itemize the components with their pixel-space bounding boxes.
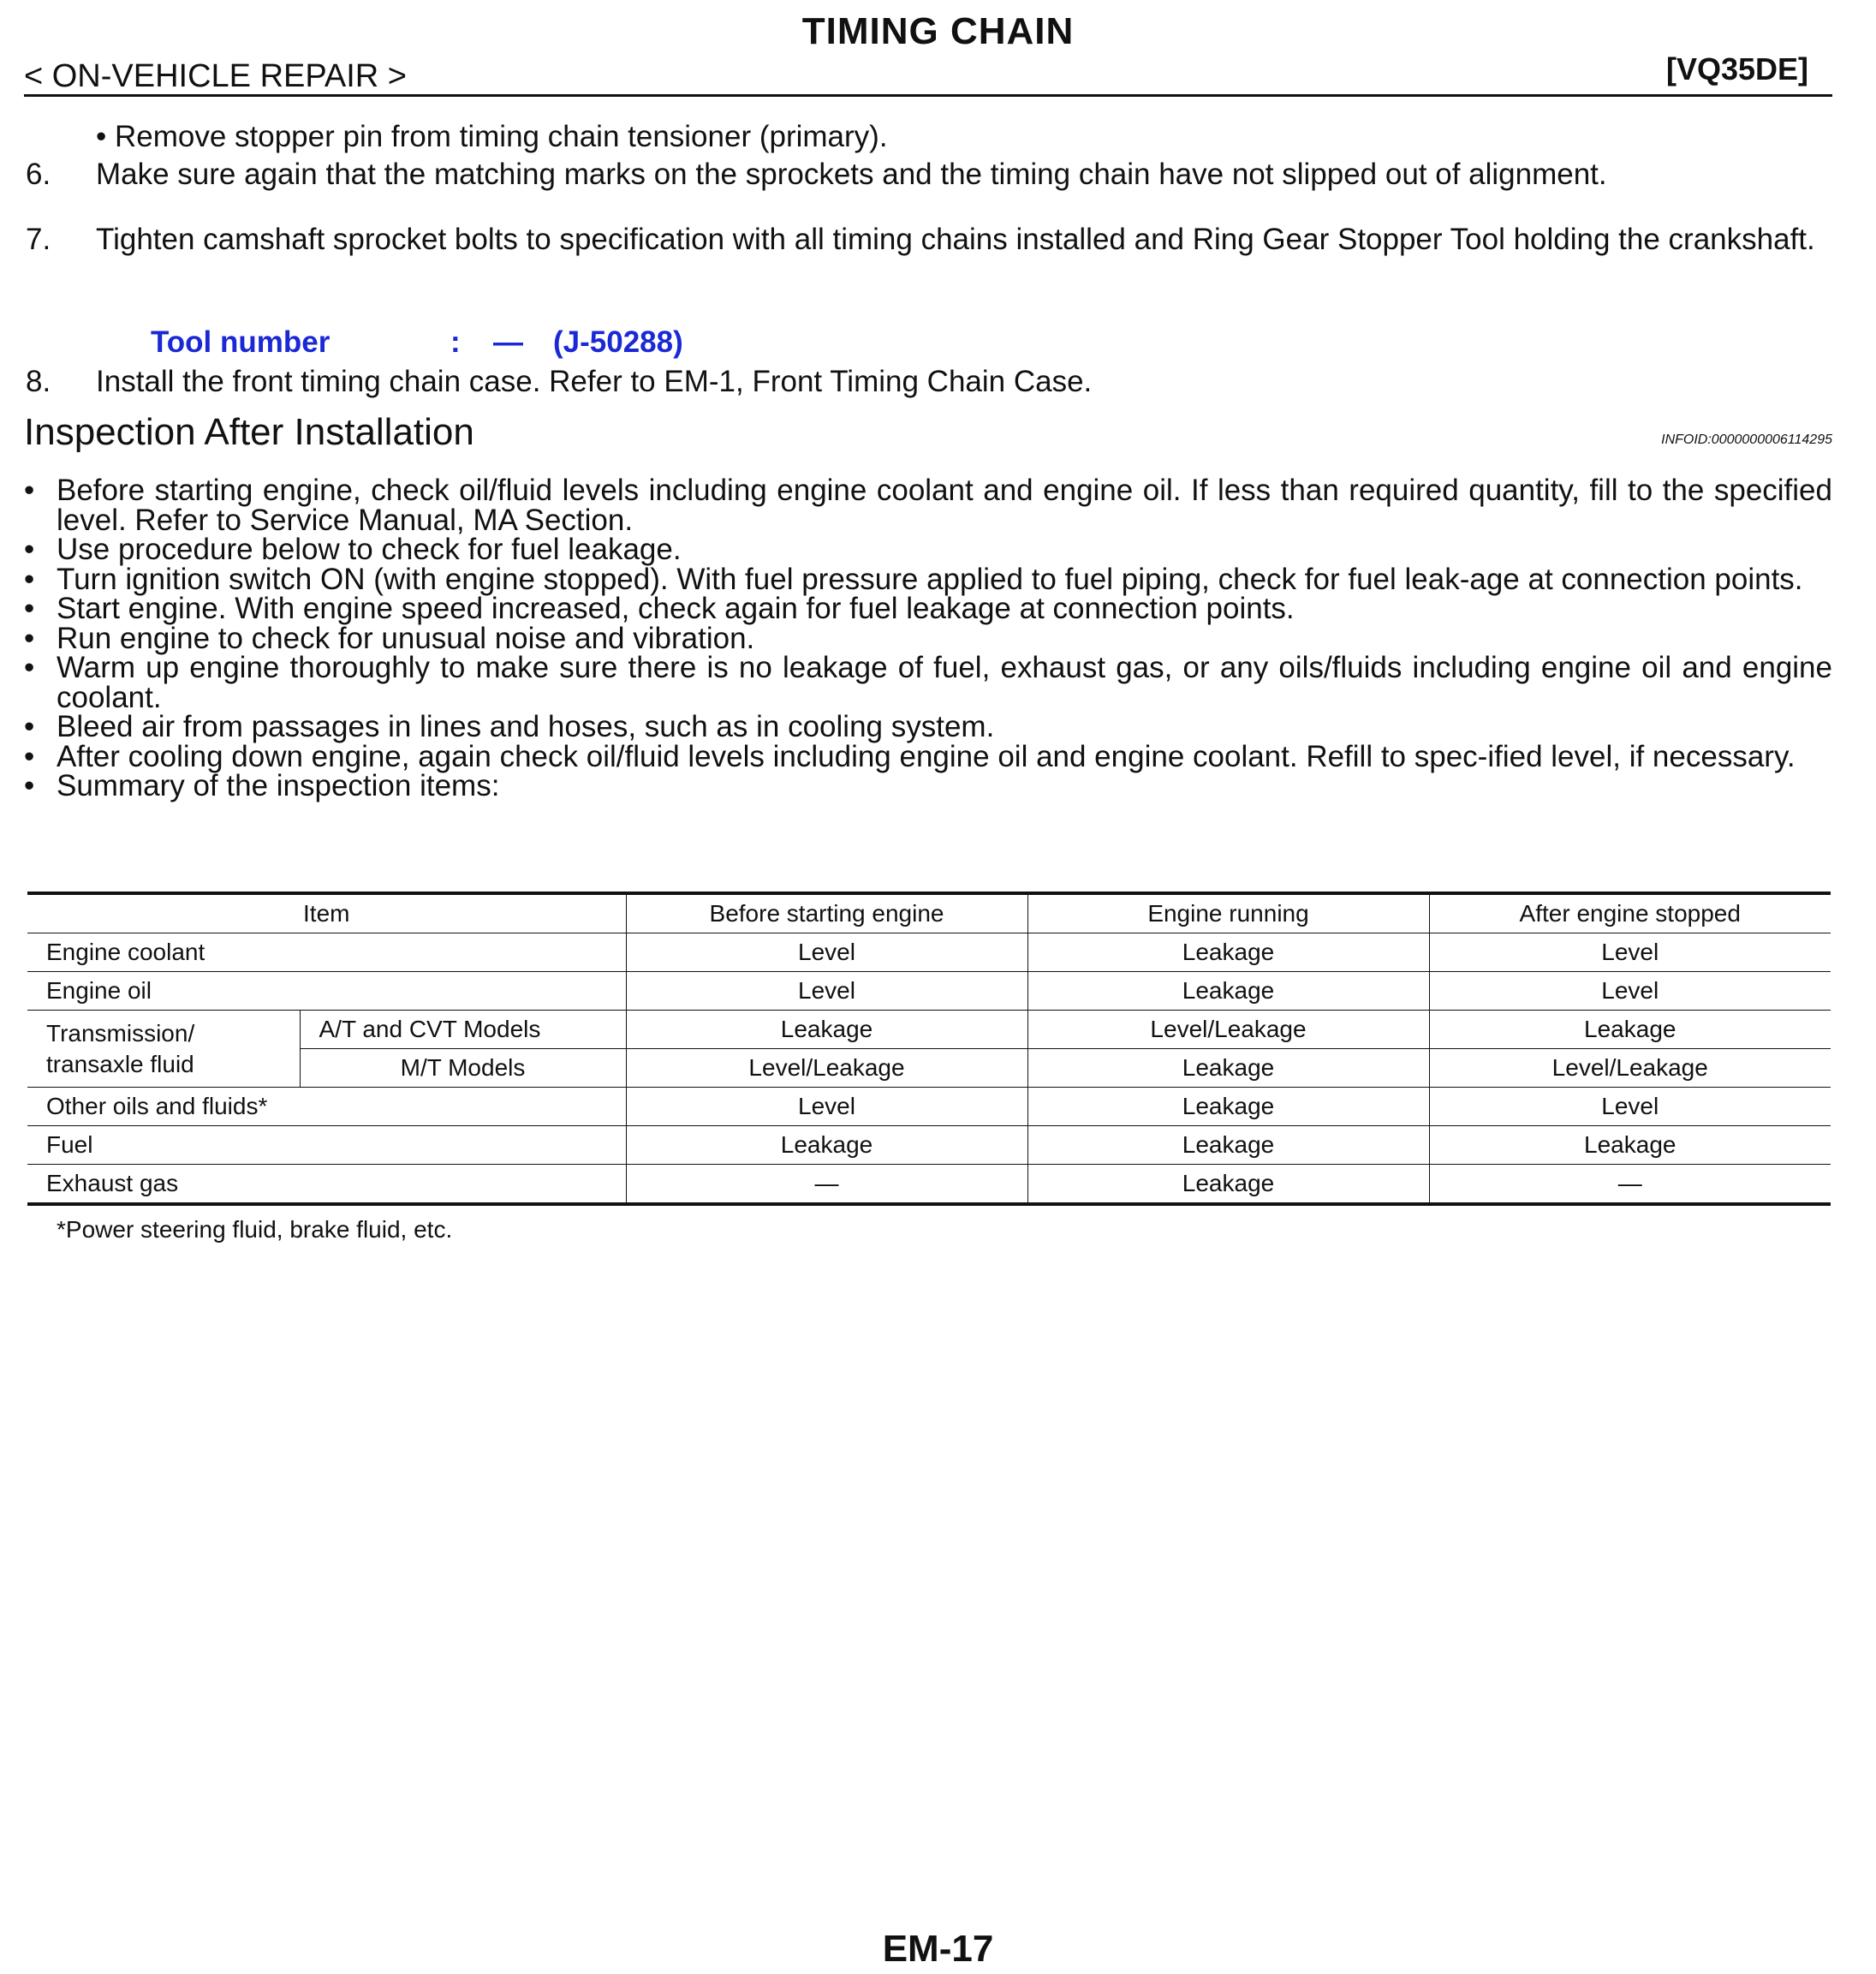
list-item-text: Use procedure below to check for fuel leakage. bbox=[57, 533, 682, 566]
table-row bbox=[27, 1165, 1831, 1205]
table-cell: Leakage bbox=[1027, 1165, 1429, 1205]
table-cell: Level bbox=[1429, 933, 1831, 972]
table-cell: Leakage bbox=[1027, 972, 1429, 1011]
section-label: < ON-VEHICLE REPAIR > bbox=[24, 58, 407, 94]
bullet-dot: • bbox=[24, 739, 35, 773]
list-item-text: Run engine to check for unusual noise and vibration. bbox=[57, 621, 755, 655]
table-cell-item: Exhaust gas bbox=[27, 1165, 626, 1205]
page-title: TIMING CHAIN bbox=[801, 10, 1075, 52]
step-number-6: 6. bbox=[26, 158, 51, 191]
table-cell: Level bbox=[1429, 972, 1831, 1011]
step-number-7: 7. bbox=[26, 223, 51, 256]
table-cell: Leakage bbox=[1027, 1088, 1429, 1126]
inspection-summary-table bbox=[27, 892, 1831, 1206]
tool-number-spec bbox=[151, 325, 683, 360]
table-row bbox=[27, 972, 1831, 1011]
list-item bbox=[24, 769, 1832, 802]
list-item-text: Start engine. With engine speed increased, check again for fuel leakage at connection points. bbox=[57, 592, 1295, 625]
table-cell: Leakage bbox=[626, 1011, 1027, 1049]
list-item-text: Warm up engine thoroughly to make sure there is no leakage of fuel, exhaust gas, or any oils/fluids including engine oil and engine coolant. bbox=[57, 651, 1832, 714]
table-row bbox=[27, 933, 1831, 972]
list-item bbox=[24, 476, 1832, 535]
bullet-dot: • bbox=[24, 592, 35, 625]
table-cell-subitem: M/T Models bbox=[300, 1049, 626, 1088]
step-text-6: Make sure again that the matching marks on the sprockets and the timing chain have not slipped out of alignment. bbox=[96, 158, 1607, 191]
table-cell: Level/Leakage bbox=[1429, 1049, 1831, 1088]
tool-number-dash: — bbox=[493, 325, 523, 359]
step-text-7: Tighten camshaft sprocket bolts to specification with all timing chains installed and Ring Gear Stopper Tool holding the crankshaft. bbox=[96, 223, 1815, 256]
column-header-after-stopped: After engine stopped bbox=[1429, 893, 1831, 933]
table-header-row bbox=[27, 893, 1831, 933]
table-cell-item: Other oils and fluids* bbox=[27, 1088, 626, 1126]
engine-code: [VQ35DE] bbox=[1665, 51, 1808, 86]
table-cell-item: Fuel bbox=[27, 1126, 626, 1165]
table-cell: Level/Leakage bbox=[1027, 1011, 1429, 1049]
table-cell: Leakage bbox=[626, 1126, 1027, 1165]
list-item bbox=[24, 535, 1832, 565]
table-cell-subitem: A/T and CVT Models bbox=[300, 1011, 626, 1049]
column-header-item: Item bbox=[27, 893, 626, 933]
list-item-text: Turn ignition switch ON (with engine stopped). With fuel pressure applied to fuel piping, check for fuel leak-age at connection points. bbox=[57, 562, 1803, 596]
bullet-dot: • bbox=[24, 769, 35, 802]
tool-number-code: (J-50288) bbox=[553, 325, 683, 359]
bullet-dot: • bbox=[24, 562, 35, 596]
table-cell: Level bbox=[1429, 1088, 1831, 1126]
list-item-text: Bleed air from passages in lines and hoses, such as in cooling system. bbox=[57, 710, 995, 743]
bullet-dot: • bbox=[24, 621, 35, 655]
list-item-text: Before starting engine, check oil/fluid levels including engine coolant and engine oil. If less than required quantity, fill to the specified level. Refer to Service Manual, MA Section. bbox=[57, 474, 1832, 537]
step-text-8: Install the front timing chain case. Refer to EM-1, Front Timing Chain Case. bbox=[96, 365, 1093, 398]
bullet-dot: • bbox=[24, 474, 35, 507]
sub-bullet-remove-stopper-pin: • Remove stopper pin from timing chain tensioner (primary). bbox=[96, 120, 888, 153]
list-item bbox=[24, 653, 1832, 713]
bullet-dot: • bbox=[24, 710, 35, 743]
table-cell: Leakage bbox=[1027, 1049, 1429, 1088]
list-item-text: Summary of the inspection items: bbox=[57, 769, 500, 802]
table-cell: Level bbox=[626, 972, 1027, 1011]
table-row bbox=[27, 1126, 1831, 1165]
column-header-engine-running: Engine running bbox=[1027, 893, 1429, 933]
list-item bbox=[24, 621, 1832, 655]
tool-number-colon: : bbox=[450, 325, 461, 359]
step-number-8: 8. bbox=[26, 365, 51, 398]
table-row bbox=[27, 1088, 1831, 1126]
table-cell: Leakage bbox=[1429, 1011, 1831, 1049]
table-cell: Level/Leakage bbox=[626, 1049, 1027, 1088]
table-cell: Leakage bbox=[1027, 933, 1429, 972]
inspection-bullet-list bbox=[24, 476, 1832, 802]
section-heading-inspection: Inspection After Installation bbox=[24, 411, 474, 453]
list-item-text: After cooling down engine, again check oil/fluid levels including engine oil and engine coolant. Refill to spec-ified level, if necessary. bbox=[57, 739, 1796, 773]
table-cell: Level bbox=[626, 933, 1027, 972]
tool-number-label: Tool number bbox=[151, 325, 331, 359]
list-item bbox=[24, 710, 1832, 743]
table-footnote: *Power steering fluid, brake fluid, etc. bbox=[57, 1216, 453, 1243]
info-id: INFOID:0000000006114295 bbox=[1661, 432, 1832, 447]
table-cell-item: Engine coolant bbox=[27, 933, 626, 972]
bullet-dot: • bbox=[24, 651, 35, 684]
header-divider bbox=[24, 94, 1832, 97]
table-cell: — bbox=[626, 1165, 1027, 1205]
table-cell: Leakage bbox=[1429, 1126, 1831, 1165]
table-cell: Level bbox=[626, 1088, 1027, 1126]
table-cell-item: Engine oil bbox=[27, 972, 626, 1011]
bullet-dot: • bbox=[24, 533, 35, 566]
table-cell: Leakage bbox=[1027, 1126, 1429, 1165]
table-cell-transmission-fluid: Transmission/ transaxle fluid bbox=[27, 1011, 300, 1088]
list-item bbox=[24, 562, 1832, 596]
page-number: EM-17 bbox=[882, 1928, 994, 1970]
list-item bbox=[24, 594, 1832, 624]
column-header-before-starting: Before starting engine bbox=[626, 893, 1027, 933]
list-item bbox=[24, 739, 1832, 773]
table-cell: — bbox=[1429, 1165, 1831, 1205]
table-row bbox=[27, 1011, 1831, 1049]
